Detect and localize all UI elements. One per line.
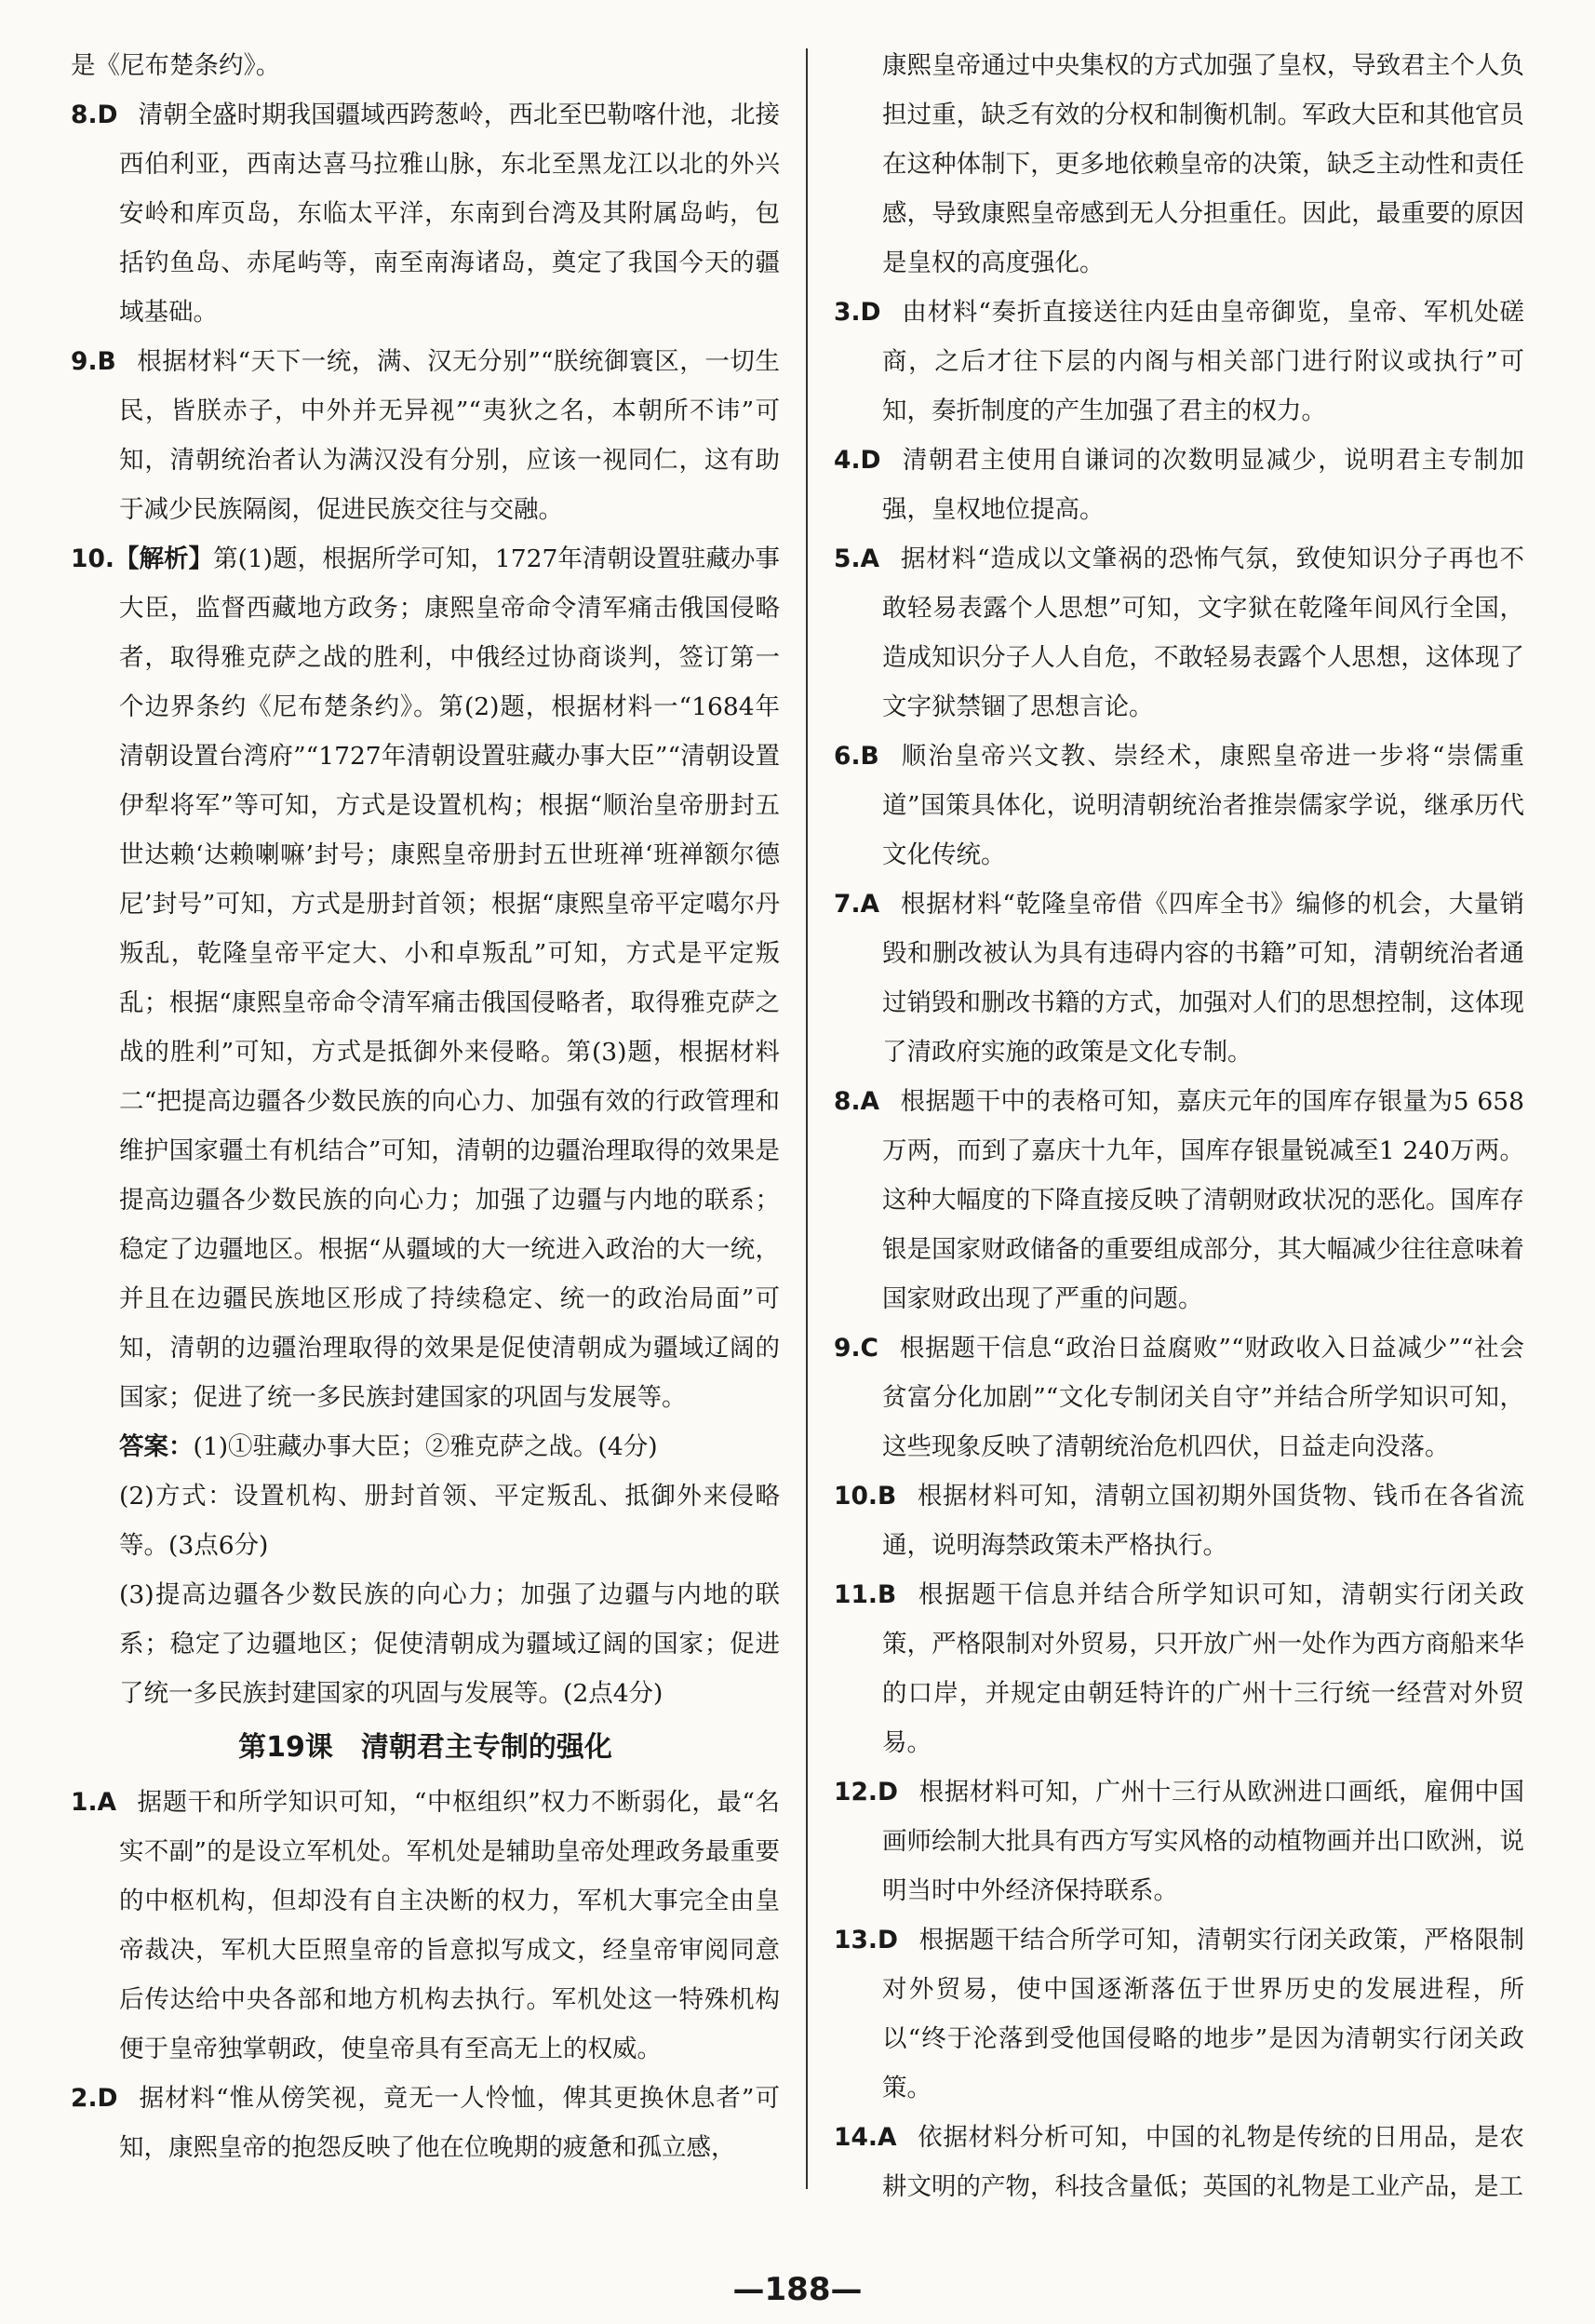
answer-item-4 [834,436,1524,534]
item-number: 7. [834,890,861,919]
item-answer: D [97,101,118,129]
answer-item-10 [71,534,780,1422]
answer-label: 答案： [119,1432,194,1461]
left-column [71,41,780,2200]
answer-line-1 [71,1422,780,1471]
item-answer: B [860,742,879,771]
answer-item-10b [834,1471,1524,1570]
item-text: 据材料“造成以文肇祸的恐怖气氛，致使知识分子再也不敢轻易表露个人思想”可知，文字狱在乾隆年间风行全国，造成知识分子人人自危，不敢轻易表露个人思想，这体现了文字狱禁锢了思想言论。 [882,544,1524,721]
item-answer: D [97,2084,118,2113]
item-answer: B [97,347,116,376]
item-text: 依据材料分析可知，中国的礼物是传统的日用品，是农耕文明的产物，科技含量低；英国的礼物是工业产品，是工 [882,2123,1524,2200]
item-answer: A [97,1788,117,1817]
right-column [834,41,1524,2200]
item-number: 9. [71,347,98,376]
item-text: 清朝君主使用自谦词的次数明显减少，说明君主专制加强，皇权地位提高。 [882,446,1524,524]
item-number: 8. [71,101,98,129]
item-text: 根据材料“乾隆皇帝借《四库全书》编修的机会，大量销毁和删改被认为具有违碍内容的书籍”可知，清朝统治者通过销毁和删改书籍的方式，加强对人们的思想控制，这体现了清政府实施的政策是文化专制。 [882,890,1524,1067]
item-text: 根据材料可知，广州十三行从欧洲进口画纸，雇佣中国画师绘制大批具有西方写实风格的动植物画并出口欧洲，说明当时中外经济保持联系。 [882,1778,1524,1905]
item-answer: D [877,1926,898,1955]
item-number: 2. [71,2084,98,2113]
answer-item-3 [834,288,1524,436]
answer-item-8 [71,90,780,337]
item-number: 9. [834,1334,861,1363]
item-number: 14. [834,2123,878,2152]
item-text: 由材料“奏折直接送往内廷由皇帝御览，皇帝、军机处磋商，之后才往下层的内阁与相关部门进行附议或执行”可知，奏折制度的产生加强了君主的权力。 [882,298,1524,425]
item-number: 11. [834,1580,878,1609]
item-number: 5. [834,544,861,573]
item-answer: A [860,890,880,919]
answer-item-9 [71,337,780,534]
lesson-title: 第19课 清朝君主专制的强化 [238,1731,612,1764]
item-text: 清朝全盛时期我国疆域西跨葱岭，西北至巴勒喀什池，北接西伯利亚，西南达喜马拉雅山脉，东北至黑龙江以北的外兴安岭和库页岛，东临太平洋，东南到台湾及其附属岛屿，包括钓鱼岛、赤尾屿等，南至南海诸岛，奠定了我国今天的疆域基础。 [119,101,780,327]
item-answer: C [860,1334,878,1363]
item-text: 根据题干信息并结合所学知识可知，清朝实行闭关政策，严格限制对外贸易，只开放广州一处作为西方商船来华的口岸，并规定由朝廷特许的广州十三行统一经营对外贸易。 [882,1580,1524,1757]
answer-line-2: (2)方式：设置机构、册封首领、平定叛乱、抵御外来侵略等。(3点6分) [119,1482,780,1560]
item-answer: A [877,2123,897,2152]
item-text: 顺治皇帝兴文教、崇经术，康熙皇帝进一步将“崇儒重道”国策具体化，说明清朝统治者推崇儒家学说，继承历代文化传统。 [882,742,1524,869]
item-number: 1. [71,1788,98,1817]
analysis-text: 第(1)题，根据所学可知，1727年清朝设置驻藏办事大臣，监督西藏地方政务；康熙皇帝命令清军痛击俄国侵略者，取得雅克萨之战的胜利，中俄经过协商谈判，签订第一个边界条约《尼布楚条约》。第(2)题，根据材料一“1684年清朝设置台湾府”“1727年清朝设置驻藏办事大臣”“清朝设置伊犁将军”等可知，方式是设置机构；根据“顺治皇帝册封五世达赖‘达赖喇嘛’封号；康熙皇帝册封五世班禅‘班禅额尔德尼’封号”可知，方式是册封首领；根据“康熙皇帝平定噶尔丹叛乱，乾隆皇帝平定大、小和卓叛乱”可知，方式是平定叛乱；根据“康熙皇帝命令清军痛击俄国侵略者，取得雅克萨之战的胜利”可知，方式是抵御外来侵略。第(3)题，根据材料二“把提高边疆各少数民族的向心力、加强有效的行政管理和维护国家疆土有机结合”可知，清朝的边疆治理取得的效果是提高边疆各少数民族的向心力；加强了边疆与内地的联系；稳定了边疆地区。根据“从疆域的大一统进入政治的大一统，并且在边疆民族地区形成了持续稳定、统一的政治局面”可知，清朝的边疆治理取得的效果是促使清朝成为疆域辽阔的国家；促进了统一多民族封建国家的巩固与发展等。 [119,544,780,1412]
item-number: 10. [834,1482,878,1511]
item-text: 根据题干结合所学可知，清朝实行闭关政策，严格限制对外贸易，使中国逐渐落伍于世界历史的发展进程，所以“终于沦落到受他国侵略的地步”是因为清朝实行闭关政策。 [882,1926,1524,2102]
item-number: 13. [834,1926,878,1955]
answer-line-3: (3)提高边疆各少数民族的向心力；加强了边疆与内地的联系；稳定了边疆地区；促使清朝成为疆域辽阔的国家；促进了统一多民族封建国家的巩固与发展等。(2点4分) [119,1580,780,1708]
answer-item-8b [834,1077,1524,1323]
left-intro: 是《尼布楚条约》。 [71,51,281,80]
item-answer: B [877,1482,897,1511]
analysis-label: 【解析】 [114,544,214,573]
column-divider [806,48,808,2189]
lesson-item-2 [71,2074,780,2172]
item-answer: D [860,298,881,327]
answer-item-11 [834,1570,1524,1767]
answer-item-5 [834,534,1524,732]
item-text: 据题干和所学知识可知，“中枢组织”权力不断弱化，最“名实不副”的是设立军机处。军机处是辅助皇帝处理政务最重要的中枢机构，但却没有自主决断的权力，军机大事完全由皇帝裁决，军机大臣照皇帝的旨意拟写成文，经皇帝审阅同意后传达给中央各部和地方机构去执行。军机处这一特殊机构便于皇帝独掌朝政，使皇帝具有至高无上的权威。 [119,1788,780,2063]
answer-text-1: (1)①驻藏办事大臣；②雅克萨之战。(4分) [193,1432,658,1461]
item-answer: D [877,1778,898,1807]
item-number: 10. [71,544,114,573]
item-number: 8. [834,1087,861,1116]
item-number: 12. [834,1778,878,1807]
right-intro: 康熙皇帝通过中央集权的方式加强了皇权，导致君主个人负担过重，缺乏有效的分权和制衡机制。军政大臣和其他官员在这种体制下，更多地依赖皇帝的决策，缺乏主动性和责任感，导致康熙皇帝感到无人分担重任。因此，最重要的原因是皇权的高度强化。 [882,51,1524,277]
answer-item-7 [834,880,1524,1077]
answer-item-13 [834,1915,1524,2113]
item-answer: A [860,544,880,573]
item-number: 3. [834,298,861,327]
item-text: 根据材料“天下一统，满、汉无分别”“朕统御寰区，一切生民，皆朕赤子，中外并无异视”“夷狄之名，本朝所不讳”可知，清朝统治者认为满汉没有分别，应该一视同仁，这有助于减少民族隔阂，促进民族交往与交融。 [119,347,780,524]
item-answer: A [860,1087,880,1116]
item-number: 4. [834,446,861,475]
answer-item-9b [834,1323,1524,1471]
item-text: 据材料“惟从傍笑视，竟无一人怜恤，俾其更换休息者”可知，康熙皇帝的抱怨反映了他在位晚期的疲惫和孤立感， [119,2084,780,2162]
item-text: 根据题干中的表格可知，嘉庆元年的国库存银量为5 658万两，而到了嘉庆十九年，国库存银量锐减至1 240万两。这种大幅度的下降直接反映了清朝财政状况的恶化。国库存银是国家财政储备的重要组成部分，其大幅减少往往意味着国家财政出现了严重的问题。 [882,1087,1524,1313]
answer-item-14 [834,2113,1524,2200]
answer-item-12 [834,1767,1524,1915]
lesson-item-1 [71,1778,780,2074]
page-number: —188— [732,2271,863,2308]
item-text: 根据题干信息“政治日益腐败”“财政收入日益减少”“社会贫富分化加剧”“文化专制闭关自守”并结合所学知识可知，这些现象反映了清朝统治危机四伏，日益走向没落。 [882,1334,1524,1461]
answer-item-6 [834,732,1524,880]
item-text: 根据材料可知，清朝立国初期外国货物、钱币在各省流通，说明海禁政策未严格执行。 [882,1482,1524,1560]
item-answer: D [860,446,881,475]
item-number: 6. [834,742,861,771]
item-answer: B [877,1580,897,1609]
